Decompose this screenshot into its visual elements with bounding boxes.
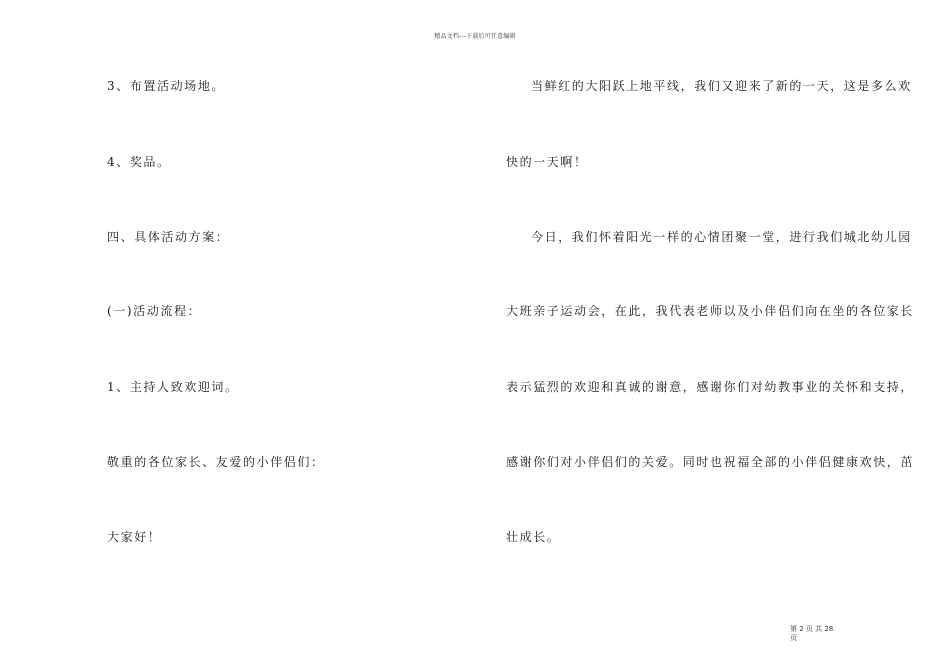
page-number-line-1: 第 2 页 共 28 (790, 625, 834, 633)
page-number-line-2: 页 (790, 634, 797, 642)
right-line-2: 快的一天啊！ (506, 155, 588, 169)
page-header: 精品文档---下载后可任意编辑 (434, 33, 516, 40)
right-line-1: 当鲜红的大阳跃上地平线，我们又迎来了新的一天，这是多么欢 (531, 79, 912, 93)
right-line-3: 今日，我们怀着阳光一样的心情团聚一堂，进行我们城北幼儿园 (531, 230, 912, 244)
right-line-7: 壮成长。 (506, 530, 561, 544)
right-line-6: 感谢你们对小伴侣们的关爱。同时也祝福全部的小伴侣健康欢快，茁 (506, 455, 915, 469)
right-line-4: 大班亲子运动会，在此，我代表老师以及小伴侣们向在坐的各位家长 (506, 304, 915, 318)
left-line-6: 敬重的各位家长、友爱的小伴侣们： (107, 455, 325, 469)
left-line-5: 1、主持人致欢迎词。 (107, 380, 239, 394)
left-line-2: 4、奖品。 (107, 155, 171, 169)
page-number (790, 625, 833, 643)
left-line-7: 大家好！ (107, 530, 162, 544)
left-line-3: 四、具体活动方案： (107, 230, 230, 244)
right-line-5: 表示猛烈的欢迎和真诚的谢意，感谢你们对幼教事业的关怀和支持， (506, 380, 915, 394)
left-line-4: (一)活动流程： (107, 304, 202, 318)
left-line-1: 3、布置活动场地。 (107, 79, 226, 93)
